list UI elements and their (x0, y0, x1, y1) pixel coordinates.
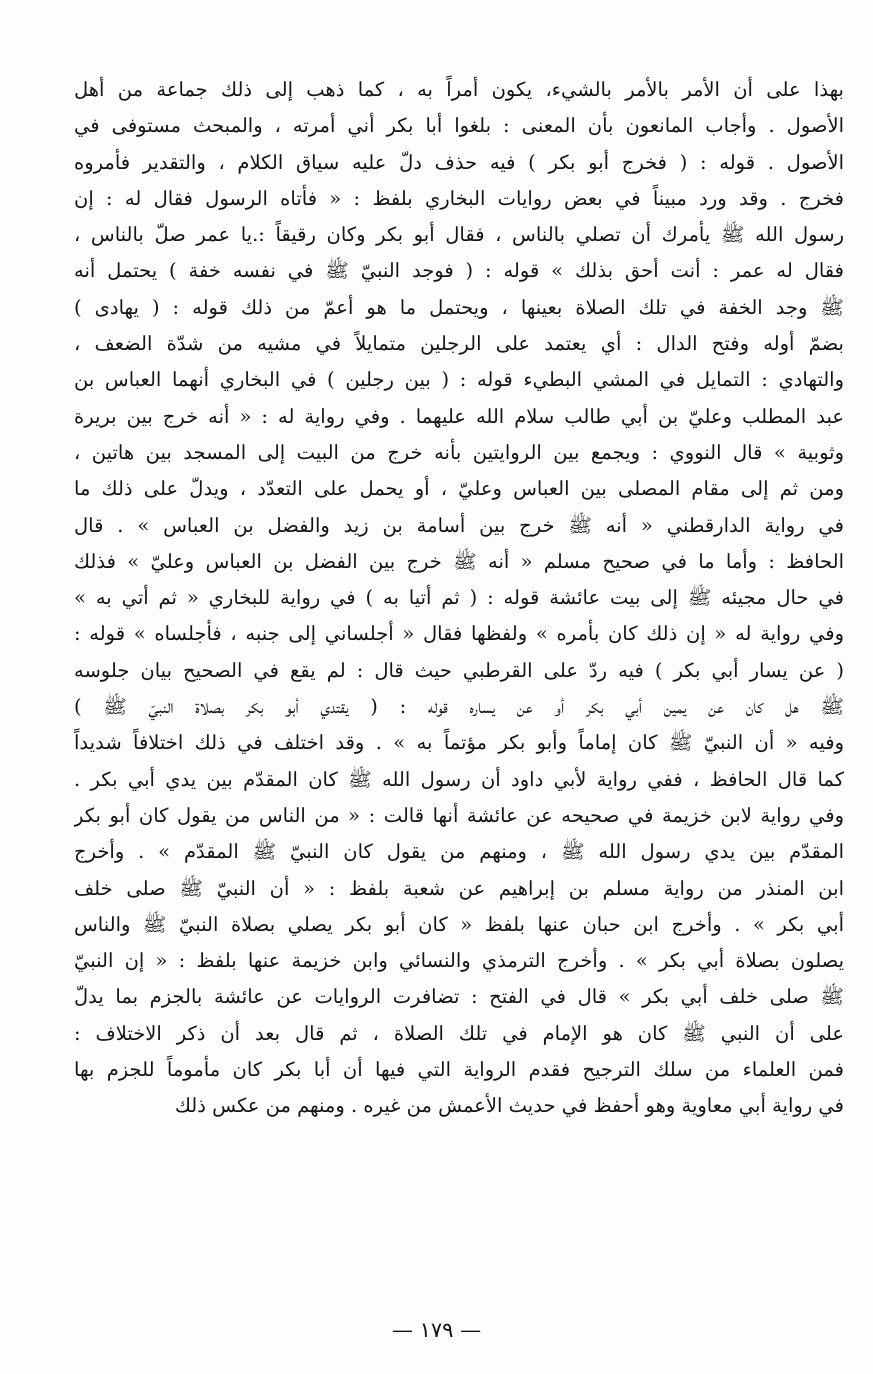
text-line: المقدّم بين يدي رسول الله ﷺ ، ومنهم من يقول كان النبيّ ﷺ المقدّم » . وأخرج (74, 840, 844, 864)
text-line: والتهادي : التمايل في المشي البطيء قوله : ( بين رجلين ) في البخاري أنهما العباس بن (74, 368, 844, 392)
text-line: ابن المنذر من رواية مسلم بن إبراهيم عن شعبة بلفظ : « أن النبيّ ﷺ صلى خلف (74, 876, 844, 900)
text-line: كما قال الحافظ ، ففي رواية لأبي داود أن رسول الله ﷺ كان المقدّم بين يدي أبي بكر . (74, 767, 844, 791)
text-line: الحافظ : وأما ما في صحيح مسلم « أنه ﷺ خرج بين الفضل بن العباس وعليّ » فذلك (74, 549, 844, 573)
text-line: في رواية أبي معاوية وهو أحفظ في حديث الأعمش من غيره . ومنهم من عكس ذلك (174, 1094, 844, 1118)
text-line: رسول الله ﷺ يأمرك أن تصلي بالناس ، فقال أبو بكر وكان رقيقاً :.يا عمر صلّ بالناس ، (74, 223, 844, 247)
text-line: عبد المطلب وعليّ بن أبي طالب سلام الله عليهما . وفي رواية له : « أنه خرج بين بريرة (74, 404, 844, 428)
text-line: وفيه « أن النبيّ ﷺ كان إماماً وأبو بكر مؤتماً به » . وقد اختلف في ذلك اختلافاً شديداً (74, 731, 844, 755)
text-line: وفي رواية له « إن ذلك كان بأمره » ولفظها فقال « أجلساني إلى جنبه ، فأجلساه » قوله : (74, 622, 844, 646)
text-line: الأصول . وأجاب المانعون بأن المعنى : بلغوا أبا بكر أني أمرته ، والمبحث مستوفى في (74, 114, 844, 138)
text-line: ومن ثم إلى مقام المصلى بين العباس وعليّ ، أو يحمل على التعدّد ، ويدلّ على ذلك ما (74, 477, 844, 501)
text-line: ﷺ صلى خلف أبي بكر » قال في الفتح : تضافرت الروايات عن عائشة بالجزم بما يدلّ (74, 985, 844, 1009)
body-text (74, 72, 844, 1125)
text-line: ﷺ وجد الخفة في تلك الصلاة بعينها ، ويحتمل ما هو أعمّ من ذلك قوله : ( يهادى ) (74, 295, 844, 319)
text-line: الأصول . قوله : ( فخرج أبو بكر ) فيه حذف دلّ عليه سياق الكلام ، والتقدير فأمروه (74, 150, 844, 174)
text-line: وثوبية » قال النووي : ويجمع بين الروايتين بأنه خرج من البيت إلى المسجد بين هاتين ، (74, 440, 844, 464)
text-line: في حال مجيئه ﷺ إلى بيت عائشة قوله : ( ثم أتيا به ) في رواية للبخاري « ثم أتي به » (74, 586, 844, 610)
text-line: وفي رواية لابن خزيمة في صحيحه عن عائشة أنها قالت : « من الناس من يقول كان أبو بكر (74, 803, 844, 827)
text-line: بضمّ أوله وفتح الدال : أي يعتمد على الرجلين متمايلاً في مشيه من شدّة الضعف ، (74, 332, 844, 356)
text-line: فقال له عمر : أنت أحق بذلك » قوله : ( فوجد النبيّ ﷺ في نفسه خفة ) يحتمل أنه (74, 259, 844, 283)
text-line: ( عن يسار أبي بكر ) فيه ردّ على القرطبي حيث قال : لم يقع في الصحيح بيان جلوسه (74, 658, 844, 682)
text-line: بهذا على أن الأمر بالأمر بالشيء، يكون أمراً به ، كما ذهب إلى ذلك جماعة من أهل (74, 78, 844, 101)
text-line: ﷺ هل كان عن يمين أبي بكر أو عن يساره قوله : ( يقتدي أبو بكر بصلاة النبيّ ﷺ ) (74, 695, 844, 719)
text-line: في رواية الدارقطني « أنه ﷺ خرج بين أسامة بن زيد والفضل بن العباس » . قال (74, 513, 844, 537)
text-line: أبي بكر » . وأخرج ابن حبان عنها بلفظ « كان أبو بكر يصلي بصلاة النبيّ ﷺ والناس (74, 912, 844, 936)
text-line: على أن النبي ﷺ كان هو الإمام في تلك الصلاة ، ثم قال بعد أن ذكر الاختلاف : (74, 1021, 844, 1045)
text-line: فمن العلماء من سلك الترجيح فقدم الرواية التي فيها أن أبا بكر كان مأموماً للجزم بها (74, 1058, 844, 1082)
text-line: يصلون بصلاة أبي بكر » . وأخرج الترمذي والنسائي وابن خزيمة عنها بلفظ : « إن النبيّ (74, 949, 844, 973)
page-number: — ١٧٩ — (391, 1318, 482, 1342)
text-line: فخرج . وقد ورد مبيناً في بعض روايات البخاري بلفظ : « فأتاه الرسول فقال له : إن (74, 186, 844, 210)
